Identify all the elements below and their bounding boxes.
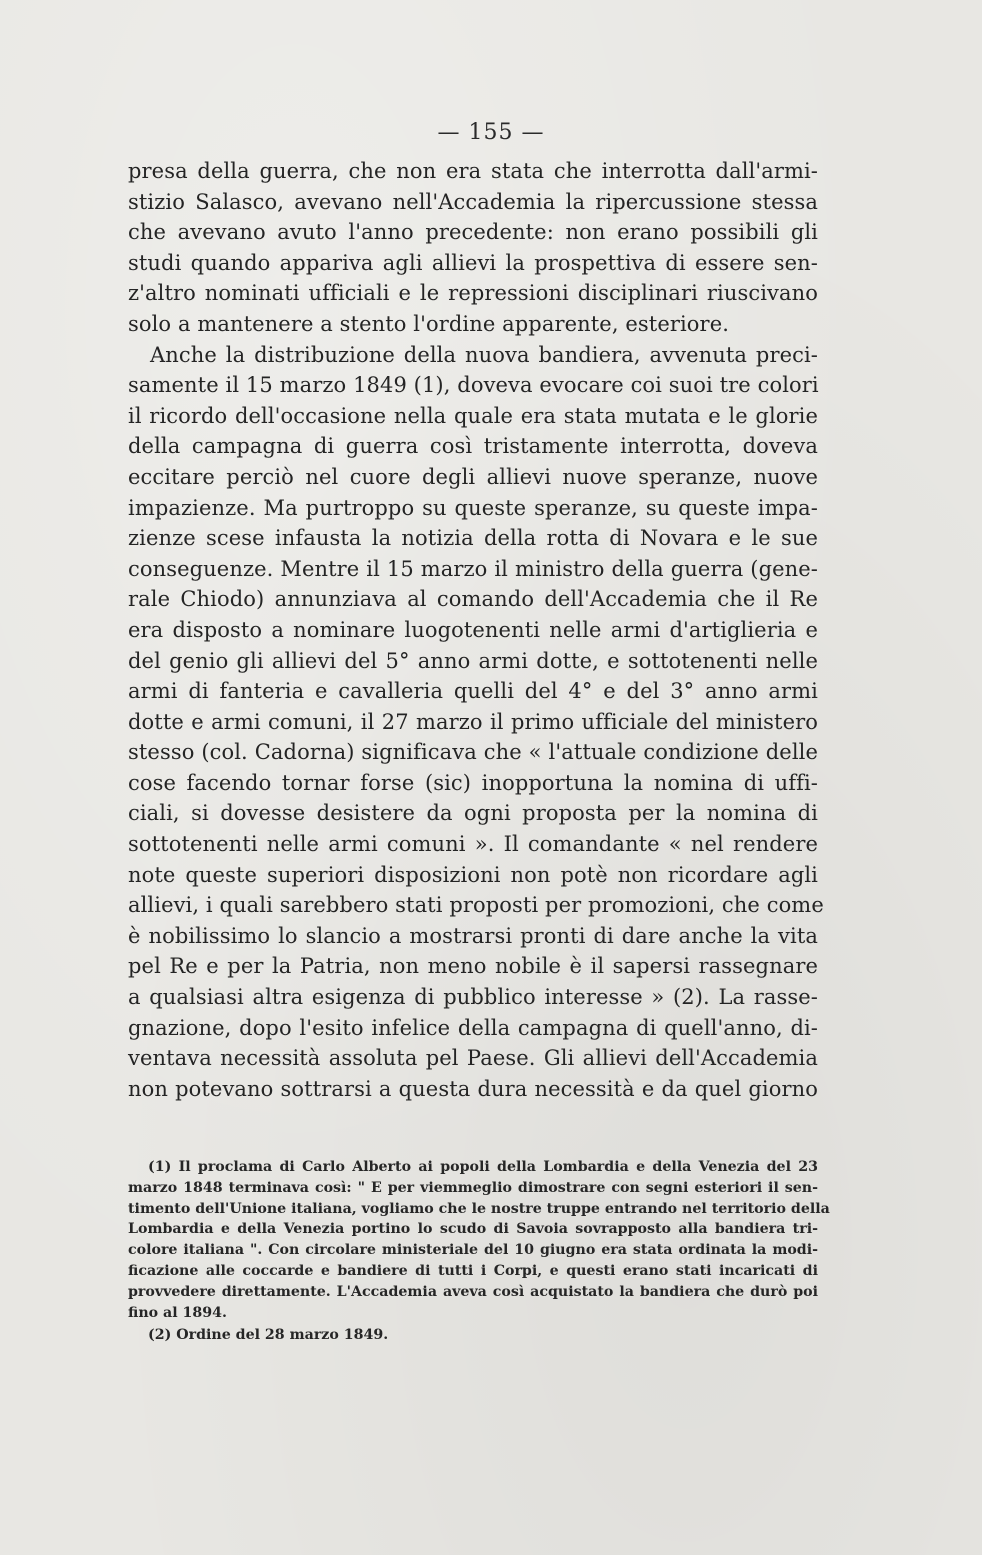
body-line: sottotenenti nelle armi comuni ». Il comandante « nel rendere <box>128 832 818 857</box>
body-line: era disposto a nominare luogotenenti nelle armi d'artiglieria e <box>128 617 818 642</box>
body-line: impazienze. Ma purtroppo su queste speranze, su queste impa- <box>128 495 818 520</box>
footnote-line: colore italiana ". Con circolare ministeriale del 10 giugno era stata ordinata la modi- <box>128 1242 818 1259</box>
body-line: conseguenze. Mentre il 15 marzo il ministro della guerra (gene- <box>128 556 818 581</box>
body-line: allievi, i quali sarebbero stati proposti per promozioni, che come <box>128 893 824 918</box>
footnote-line: provvedere direttamente. L'Accademia aveva così acquistato la bandiera che durò poi <box>128 1283 818 1300</box>
footnote-line: Lombardia e della Venezia portino lo scudo di Savoia sovrapposto alla bandiera tri- <box>128 1221 818 1238</box>
body-line: del genio gli allievi del 5° anno armi dotte, e sottotenenti nelle <box>128 648 818 673</box>
body-line: è nobilissimo lo slancio a mostrarsi pronti di dare anche la vita <box>128 923 818 948</box>
body-line: note queste superiori disposizioni non potè non ricordare agli <box>128 862 818 887</box>
footnote-line: ficazione alle coccarde e bandiere di tutti i Corpi, e questi erano stati incaricati di <box>128 1262 818 1279</box>
body-line: rale Chiodo) annunziava al comando dell'Accademia che il Re <box>128 587 818 612</box>
footnote-line: timento dell'Unione italiana, vogliamo che le nostre truppe entrando nel territorio della <box>128 1200 830 1217</box>
body-line: eccitare perciò nel cuore degli allievi nuove speranze, nuove <box>128 464 818 489</box>
body-text <box>128 156 824 1104</box>
body-line: stesso (col. Cadorna) significava che « l'attuale condizione delle <box>128 740 818 765</box>
body-line: z'altro nominati ufficiali e le repressioni disciplinari riuscivano <box>128 281 818 306</box>
body-line: samente il 15 marzo 1849 (1), doveva evocare coi suoi tre colori <box>128 373 819 398</box>
body-line: della campagna di guerra così tristamente interrotta, doveva <box>128 434 818 459</box>
body-line: Anche la distribuzione della nuova bandiera, avvenuta preci- <box>150 342 818 367</box>
body-line: pel Re e per la Patria, non meno nobile è il sapersi rassegnare <box>128 954 818 979</box>
body-line: ventava necessità assoluta pel Paese. Gli allievi dell'Accademia <box>128 1046 818 1071</box>
body-line: cose facendo tornar forse (sic) inopportuna la nomina di uffi- <box>128 770 818 795</box>
body-line: presa della guerra, che non era stata che interrotta dall'armi- <box>128 159 818 183</box>
footnote-line: marzo 1848 terminava così: " E per viemmeglio dimostrare con segni esteriori il sen- <box>128 1179 818 1196</box>
footnote-line: (2) Ordine del 28 marzo 1849. <box>148 1327 389 1344</box>
body-line: solo a mantenere a stento l'ordine apparente, esteriore. <box>128 311 729 336</box>
body-line: gnazione, dopo l'esito infelice della campagna di quell'anno, di- <box>128 1015 818 1040</box>
footnote-line: (1) Il proclama di Carlo Alberto ai popoli della Lombardia e della Venezia del 23 <box>148 1159 818 1175</box>
page-number: — 155 — <box>437 120 545 145</box>
body-line: studi quando appariva agli allievi la prospettiva di essere sen- <box>128 250 818 275</box>
body-line: che avevano avuto l'anno precedente: non erano possibili gli <box>128 220 818 245</box>
footnote-line: fino al 1894. <box>128 1304 227 1321</box>
footnotes <box>128 1157 830 1346</box>
body-line: ciali, si dovesse desistere da ogni proposta per la nomina di <box>128 801 818 826</box>
body-line: zienze scese infausta la notizia della rotta di Novara e le sue <box>128 526 818 551</box>
body-line: non potevano sottrarsi a questa dura necessità e da quel giorno <box>128 1076 818 1101</box>
body-line: a qualsiasi altra esigenza di pubblico interesse » (2). La rasse- <box>128 985 818 1010</box>
body-line: stizio Salasco, avevano nell'Accademia la ripercussione stessa <box>128 189 818 214</box>
body-line: il ricordo dell'occasione nella quale era stata mutata e le glorie <box>128 403 818 428</box>
body-line: armi di fanteria e cavalleria quelli del 4° e del 3° anno armi <box>128 679 818 704</box>
body-line: dotte e armi comuni, il 27 marzo il primo ufficiale del ministero <box>128 709 818 734</box>
